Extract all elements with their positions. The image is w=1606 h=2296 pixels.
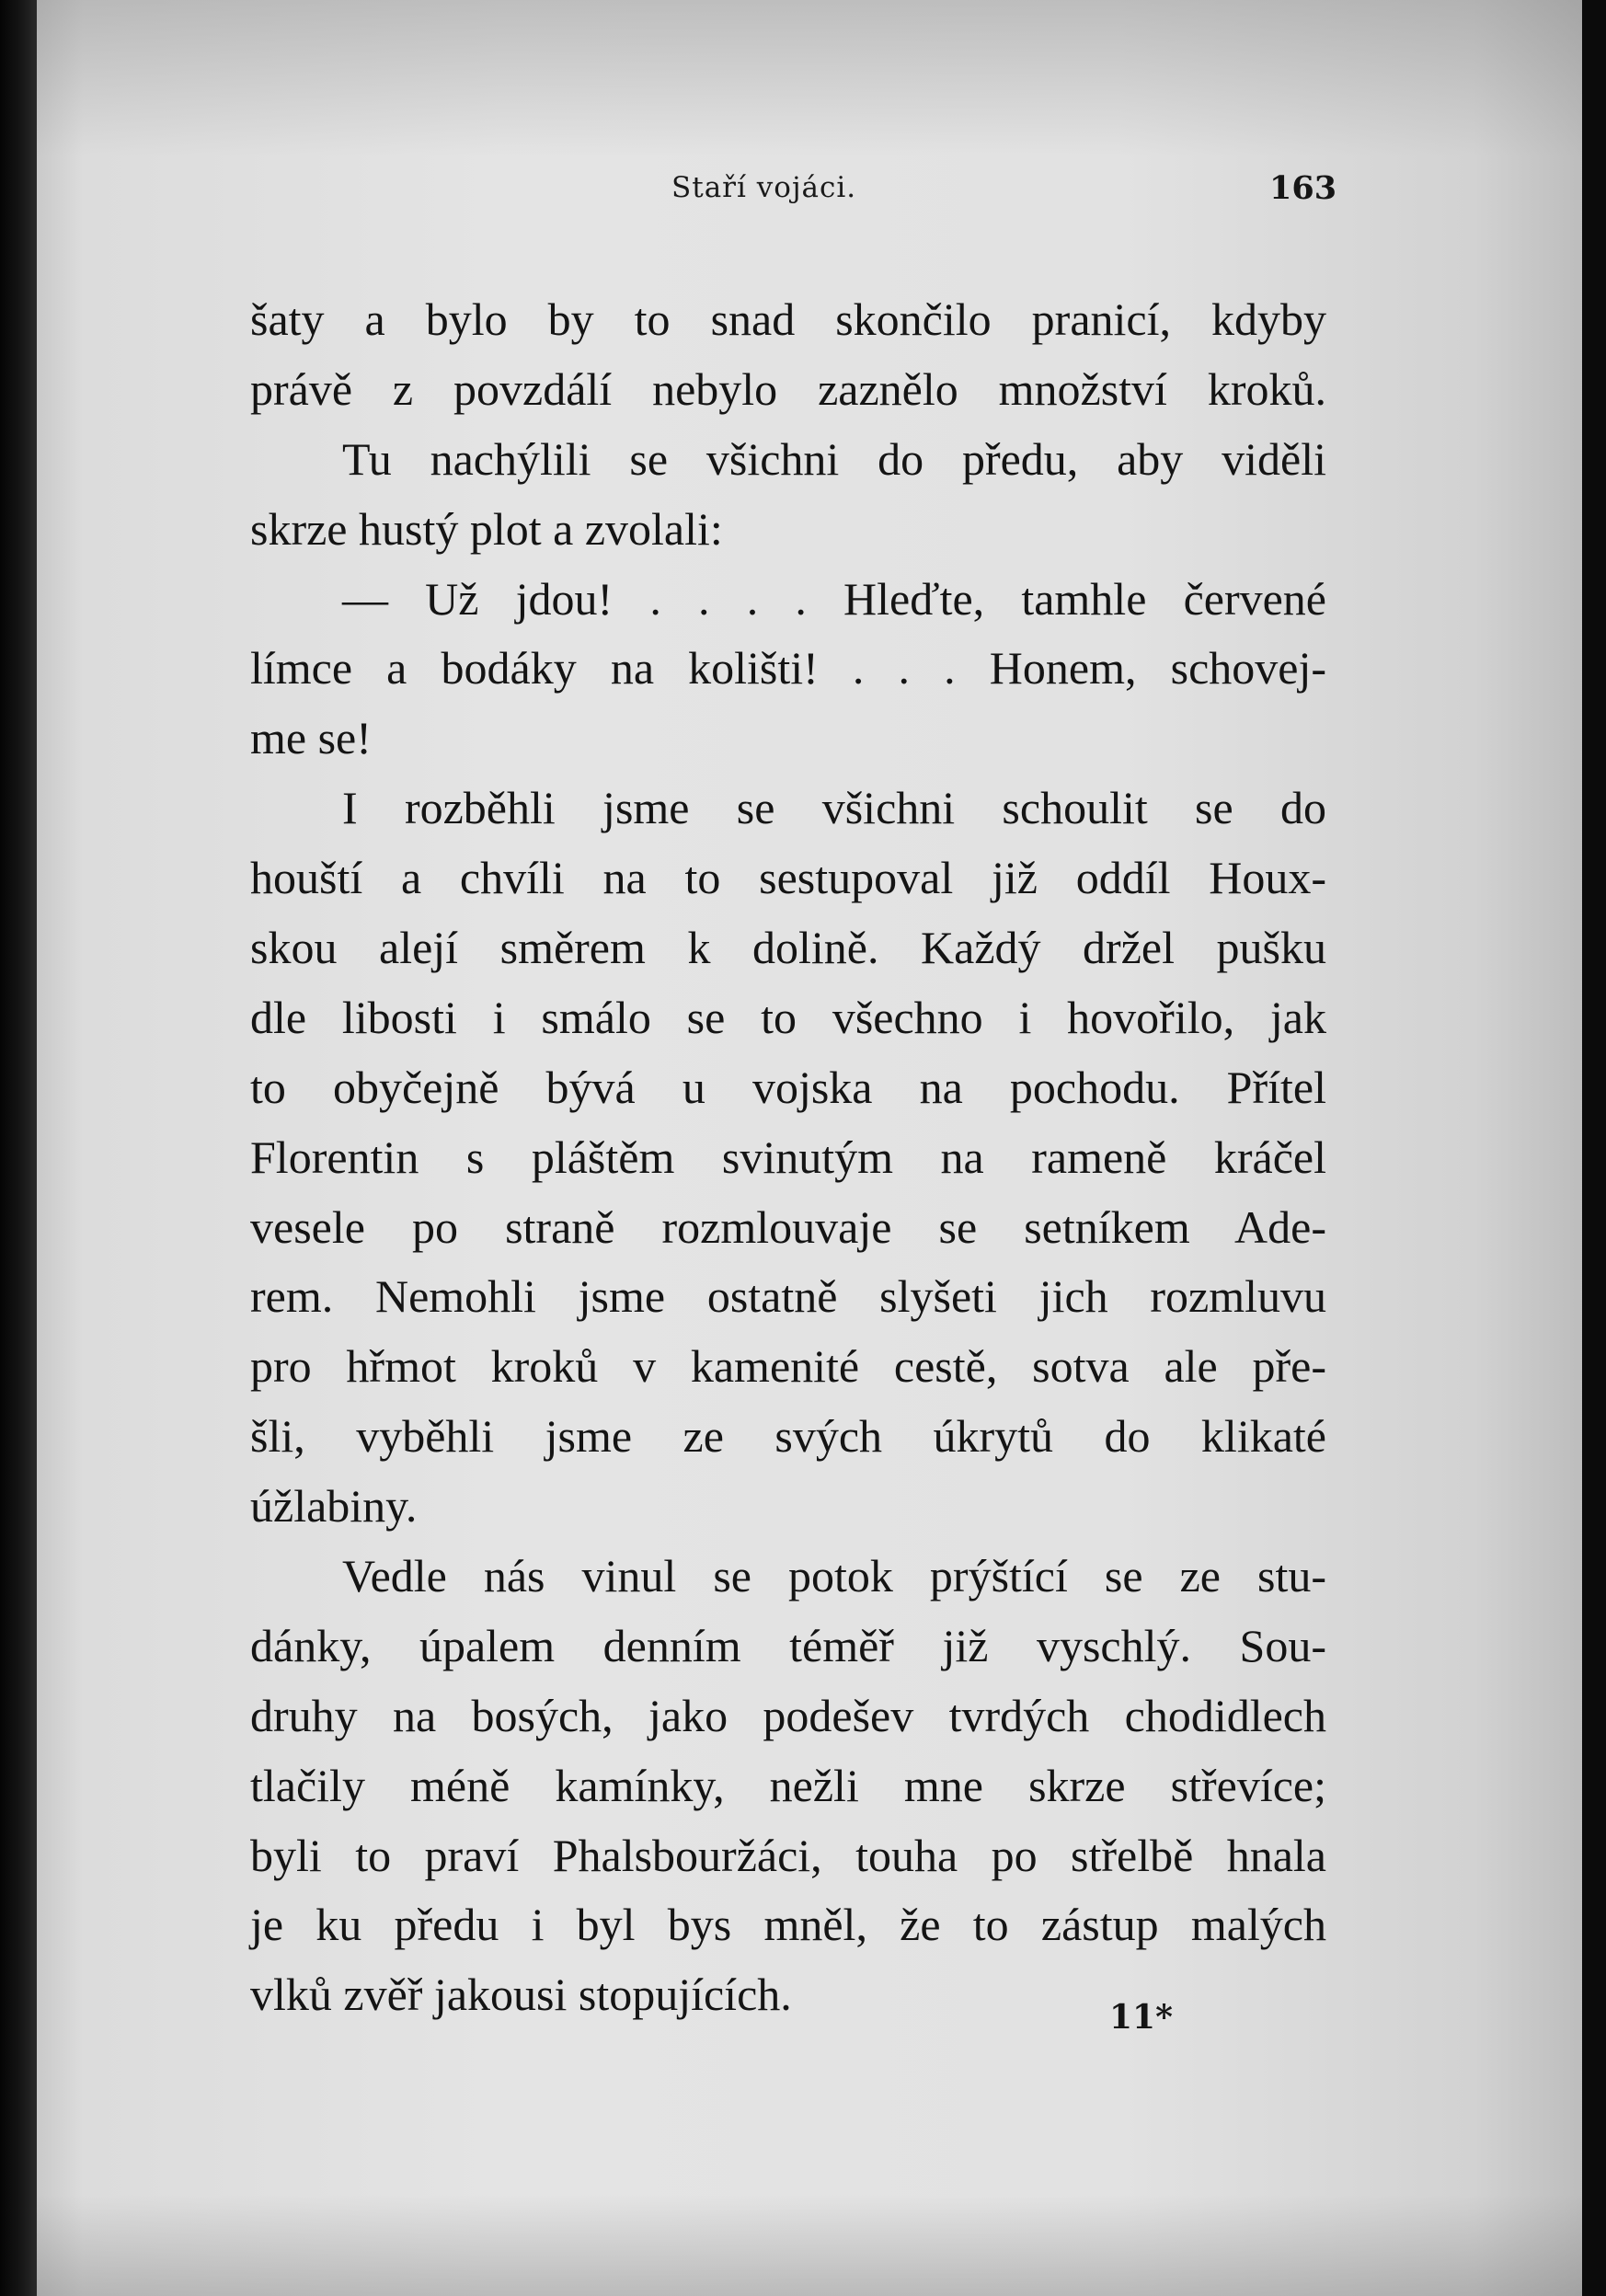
text-line: šli, vyběhli jsme ze svých úkrytů do klikaté xyxy=(250,1410,1326,1463)
signature-mark: 11* xyxy=(1109,1998,1173,2037)
text-line: byli to praví Phalsbouržáci, touha po střelbě hnala xyxy=(250,1829,1326,1881)
text-line: skrze hustý plot a zvolali: xyxy=(250,502,723,555)
book-gutter-shadow xyxy=(0,0,37,2296)
text-line: právě z povzdálí nebylo zaznělo množství kroků. xyxy=(250,362,1326,415)
text-line: — Už jdou! . . . . Hleďte, tamhle červené xyxy=(342,572,1326,625)
text-line: límce a bodáky na kolišti! . . . Honem, schovej- xyxy=(250,642,1326,695)
text-line: Vedle nás vinul se potok prýštící se ze stu- xyxy=(342,1550,1326,1602)
text-line: vlků zvěř jakousi stopujících. xyxy=(250,1969,792,2021)
text-line: skou alejí směrem k dolině. Každý držel pušku xyxy=(250,922,1326,974)
body-text xyxy=(250,285,1326,2030)
text-line: je ku předu i byl bys mněl, že to zástup malých xyxy=(250,1899,1326,1951)
text-line: pro hřmot kroků v kamenité cestě, sotva ale pře- xyxy=(250,1340,1326,1393)
text-line: to obyčejně bývá u vojska na pochodu. Přítel xyxy=(250,1061,1326,1113)
text-line: úžlabiny. xyxy=(250,1480,418,1533)
running-title: Staří vojáci. xyxy=(671,171,857,204)
text-line: I rozběhli jsme se všichni schoulit se do xyxy=(342,782,1326,834)
text-line: Tu nachýlili se všichni do předu, aby viděli xyxy=(342,432,1326,485)
text-line: Florentin s pláštěm svinutým na rameně kráčel xyxy=(250,1131,1326,1183)
text-line: druhy na bosých, jako podešev tvrdých chodidlech xyxy=(250,1689,1326,1741)
text-line: dánky, úpalem denním téměř již vyschlý. Sou- xyxy=(250,1619,1326,1671)
text-line: tlačily méně kamínky, nežli mne skrze střevíce; xyxy=(250,1759,1326,1811)
text-line: houští a chvíli na to sestupoval již oddíl Houx- xyxy=(250,852,1326,904)
text-line: vesele po straně rozmlouvaje se setníkem Ade- xyxy=(250,1200,1326,1253)
text-line: rem. Nemohli jsme ostatně slyšeti jich rozmluvu xyxy=(250,1270,1326,1323)
text-line: me se! xyxy=(250,712,372,764)
text-line: dle libosti i smálo se to všechno i hovořilo, jak xyxy=(250,991,1326,1043)
page-number: 163 xyxy=(1269,169,1337,207)
text-line: šaty a bylo by to snad skončilo pranicí, kdyby xyxy=(250,293,1326,345)
